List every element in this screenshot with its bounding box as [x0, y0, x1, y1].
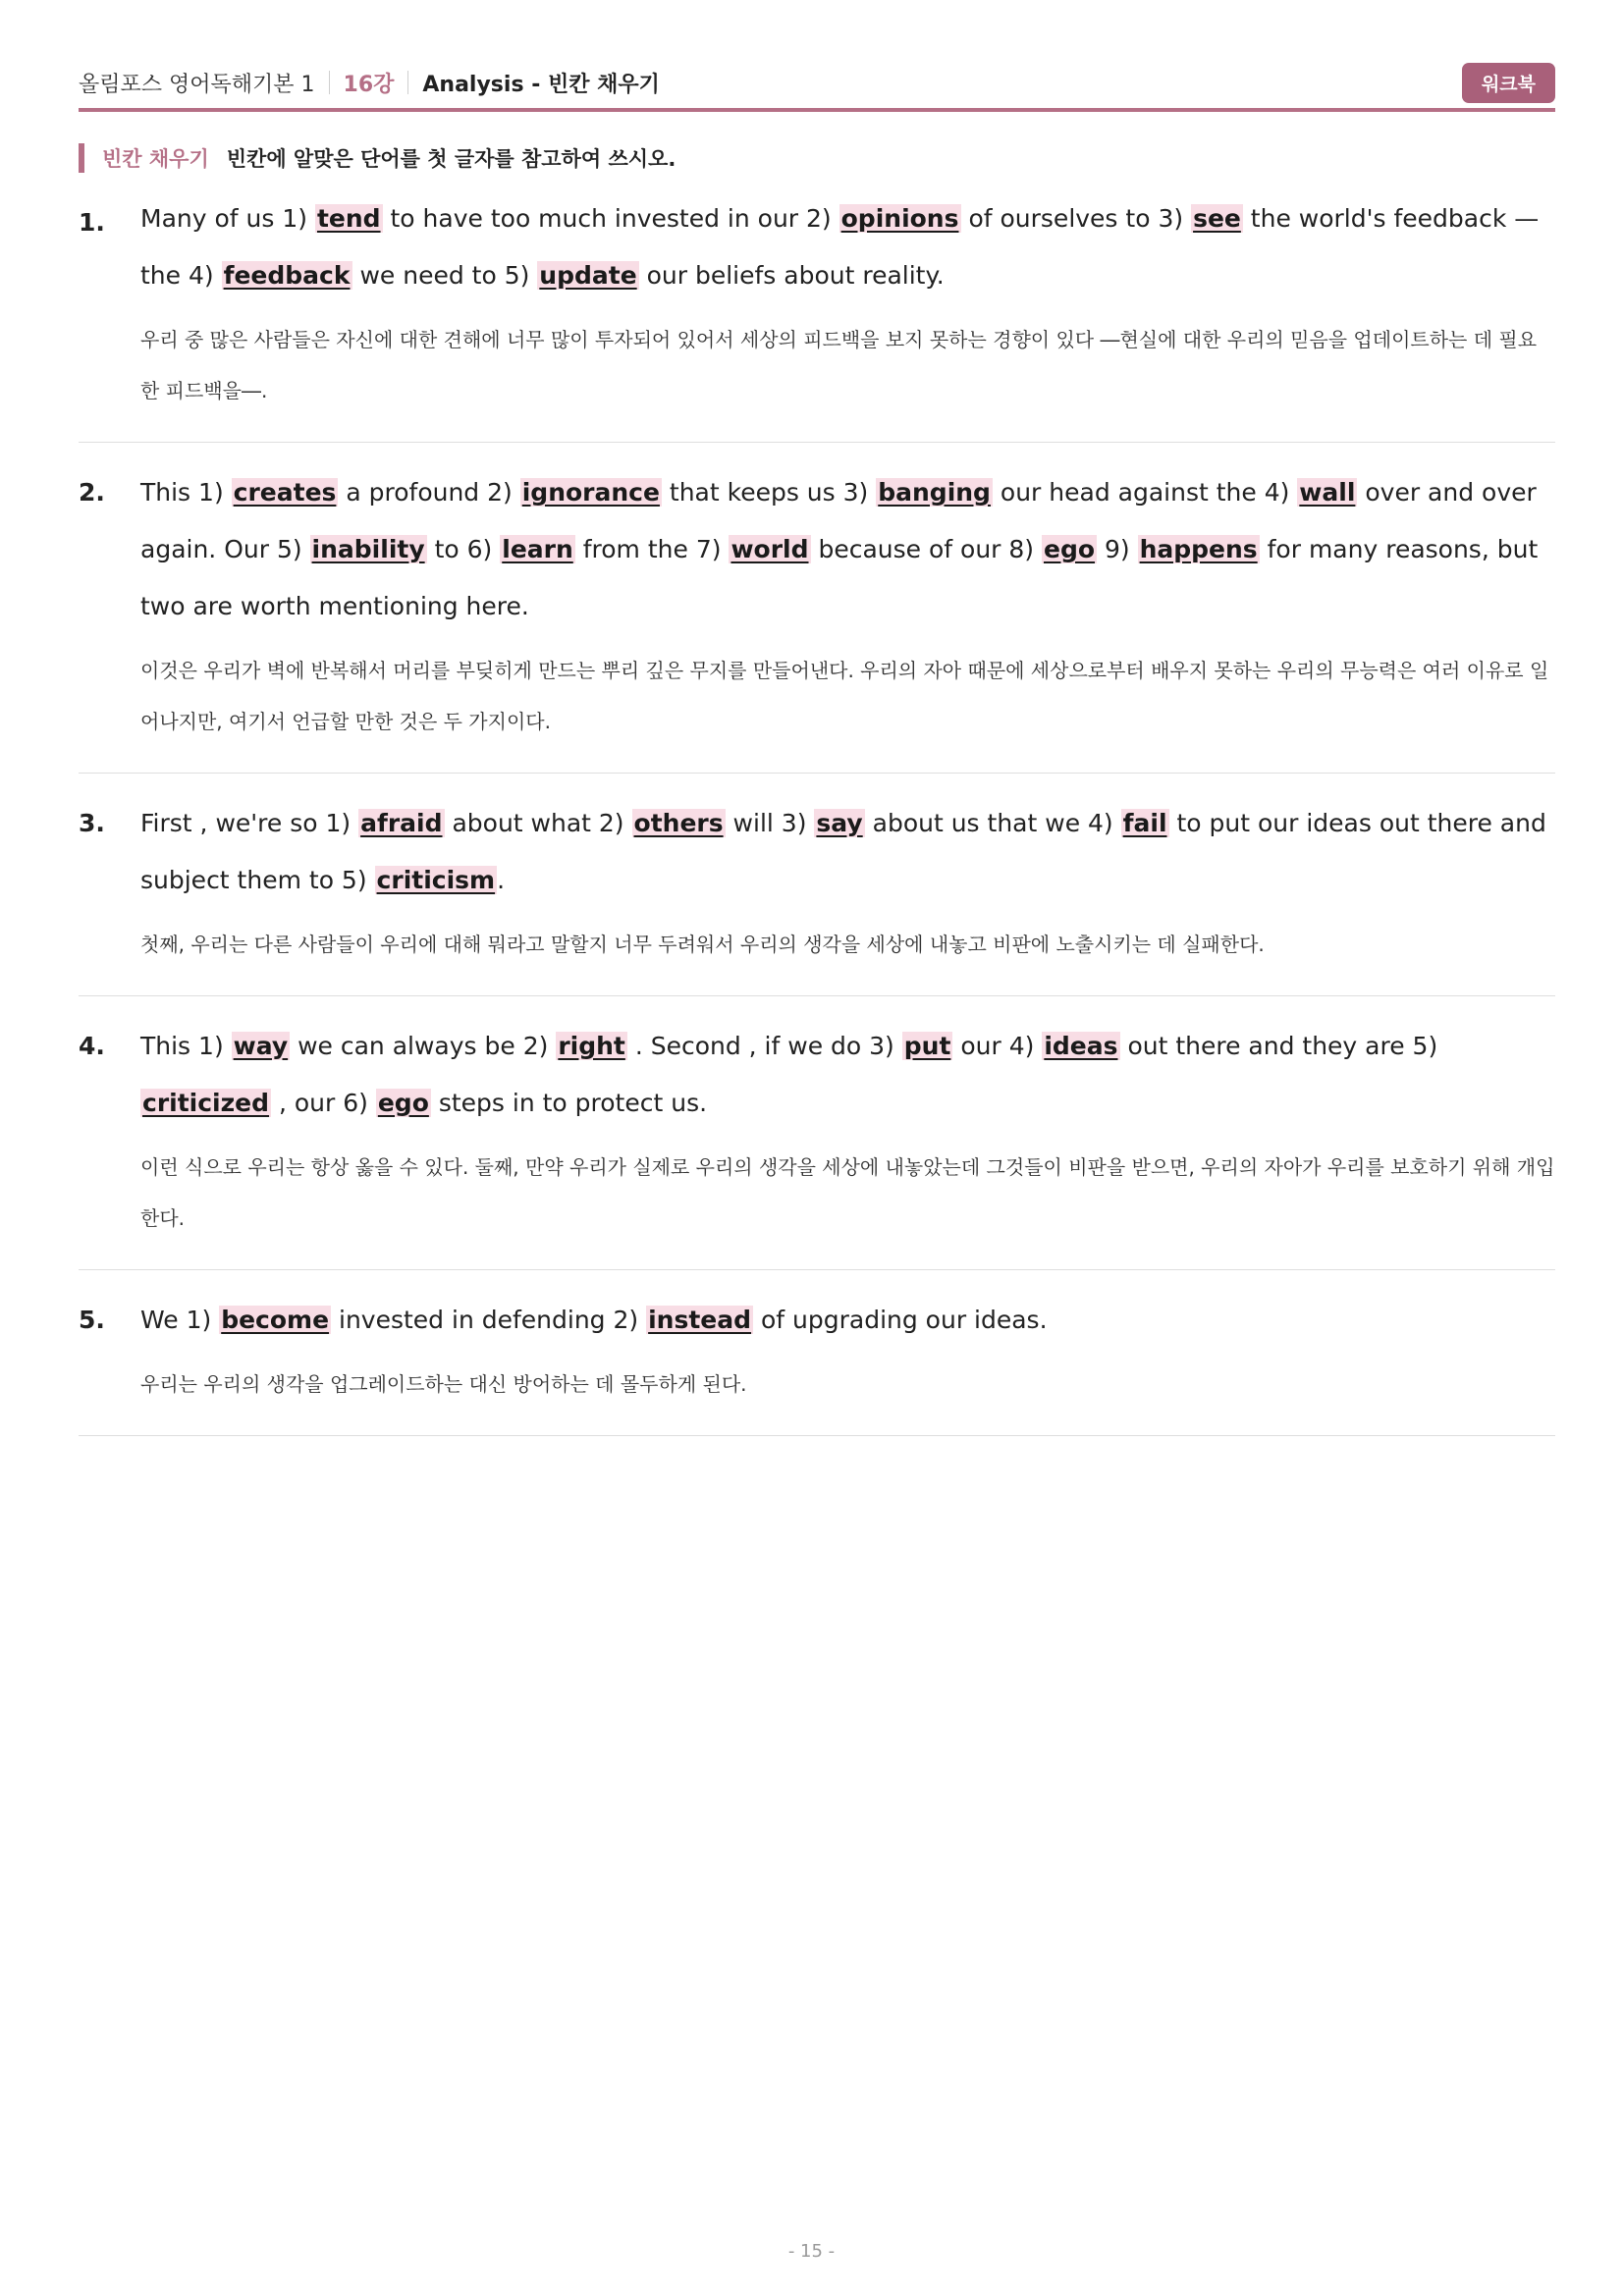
sentence-text: because of our 8) [810, 535, 1042, 563]
blank-answer: criticized [142, 1089, 270, 1117]
blank-answer: banging [878, 478, 991, 507]
sentence-text: of ourselves to 3) [960, 204, 1192, 233]
blank-answer: ego [377, 1089, 429, 1117]
korean-translation: 이것은 우리가 벽에 반복해서 머리를 부딪히게 만드는 뿌리 깊은 무지를 만들어낸다. 우리의 자아 때문에 세상으로부터 배우지 못하는 우리의 무능력은 여러 이유로 일어나지만, 여기서 언급할 만한 것은 두 가지이다. [140, 659, 1549, 733]
sentence-text: from the 7) [574, 535, 730, 563]
blank-answer: inability [311, 535, 425, 563]
sentence-text: about what 2) [444, 809, 632, 837]
exercise-number: 4. [79, 1032, 105, 1060]
sentence-text: of upgrading our ideas. [753, 1306, 1048, 1334]
sentence-text: We 1) [140, 1306, 220, 1334]
exercise-item [79, 173, 1555, 443]
blank-answer: ignorance [521, 478, 660, 507]
english-sentence [140, 795, 1555, 909]
sentence-text: . Second , if we do 3) [626, 1032, 902, 1060]
sentence-text: we need to 5) [352, 261, 538, 290]
sentence-text: . [497, 866, 506, 894]
sentence-text: our 4) [952, 1032, 1043, 1060]
header-breadcrumb [79, 68, 660, 98]
instruction-label: 빈칸 채우기 [102, 147, 209, 171]
korean-translation: 우리 중 많은 사람들은 자신에 대한 견해에 너무 많이 투자되어 있어서 세상의 피드백을 보지 못하는 경향이 있다 ―현실에 대한 우리의 믿음을 업데이트하는 데 필요한 피드백을―. [140, 328, 1538, 402]
worksheet-page [79, 57, 1555, 1436]
sentence-text: , our 6) [271, 1089, 376, 1117]
english-sentence [140, 1018, 1555, 1132]
section-title: Analysis - 빈칸 채우기 [422, 72, 660, 97]
blank-answer: ego [1044, 535, 1096, 563]
exercise-item [79, 774, 1555, 996]
blank-answer: put [903, 1032, 951, 1060]
sentence-text: over and over again. Our 5) [140, 478, 1537, 563]
sentence-text: to have too much invested in our 2) [382, 204, 839, 233]
sentence-text: will 3) [725, 809, 815, 837]
english-sentence [140, 1292, 1555, 1349]
sentence-text: we can always be 2) [290, 1032, 557, 1060]
exercise-list [79, 173, 1555, 1436]
korean-translation: 우리는 우리의 생각을 업그레이드하는 대신 방어하는 데 몰두하게 된다. [140, 1372, 747, 1396]
blank-answer: update [539, 261, 637, 290]
blank-answer: creates [233, 478, 337, 507]
sentence-text: for many reasons, but two are worth mentioning here. [140, 535, 1539, 620]
blank-answer: fail [1122, 809, 1167, 837]
exercise-number: 5. [79, 1306, 105, 1334]
sentence-text: our beliefs about reality. [638, 261, 945, 290]
sentence-text: to 6) [426, 535, 501, 563]
header-divider [407, 71, 408, 94]
blank-answer: opinions [840, 204, 959, 233]
blank-answer: see [1193, 204, 1241, 233]
blank-answer: feedback [223, 261, 351, 290]
page-number: - 15 - [787, 2241, 836, 2262]
blank-answer: right [558, 1032, 625, 1060]
sentence-text: to put our ideas out there and subject them to 5) [140, 809, 1546, 894]
lesson-number: 16강 [343, 72, 395, 97]
blank-answer: tend [316, 204, 381, 233]
exercise-number: 1. [79, 208, 105, 237]
sentence-text: This 1) [140, 478, 232, 507]
exercise-item [79, 1270, 1555, 1436]
exercise-number: 3. [79, 809, 105, 837]
sentence-text: out there and they are 5) [1119, 1032, 1438, 1060]
sentence-text: a profound 2) [338, 478, 520, 507]
blank-answer: happens [1139, 535, 1258, 563]
sentence-text: invested in defending 2) [331, 1306, 647, 1334]
exercise-item [79, 996, 1555, 1270]
sentence-text: that keeps us 3) [661, 478, 877, 507]
sentence-text: our head against the 4) [992, 478, 1298, 507]
sentence-text: about us that we 4) [864, 809, 1121, 837]
sentence-text: the world's feedback — the 4) [140, 204, 1540, 290]
blank-answer: say [816, 809, 863, 837]
english-sentence [140, 190, 1555, 304]
blank-answer: others [633, 809, 724, 837]
instruction-text: 빈칸에 알맞은 단어를 첫 글자를 참고하여 쓰시오. [226, 147, 676, 171]
english-sentence [140, 464, 1555, 635]
header-divider [329, 71, 330, 94]
exercise-number: 2. [79, 478, 105, 507]
korean-translation: 첫째, 우리는 다른 사람들이 우리에 대해 뭐라고 말할지 너무 두려워서 우리의 생각을 세상에 내놓고 비판에 노출시키는 데 실패한다. [140, 933, 1265, 956]
book-title: 올림포스 영어독해기본 1 [79, 72, 315, 97]
sentence-text: steps in to protect us. [430, 1089, 708, 1117]
sentence-text: This 1) [140, 1032, 232, 1060]
instruction-bar [79, 143, 1555, 173]
workbook-badge: 워크북 [1462, 63, 1555, 103]
sentence-text: First , we're so 1) [140, 809, 359, 837]
blank-answer: wall [1299, 478, 1356, 507]
sentence-text: Many of us 1) [140, 204, 315, 233]
blank-answer: ideas [1044, 1032, 1118, 1060]
blank-answer: world [730, 535, 809, 563]
exercise-item [79, 443, 1555, 774]
blank-answer: criticism [376, 866, 496, 894]
korean-translation: 이런 식으로 우리는 항상 옳을 수 있다. 둘째, 만약 우리가 실제로 우리의 생각을 세상에 내놓았는데 그것들이 비판을 받으면, 우리의 자아가 우리를 보호하기 위해 개입한다. [140, 1155, 1555, 1230]
blank-answer: way [233, 1032, 289, 1060]
blank-answer: learn [502, 535, 573, 563]
blank-answer: instead [648, 1306, 752, 1334]
blank-answer: become [221, 1306, 330, 1334]
sentence-text: 9) [1097, 535, 1138, 563]
blank-answer: afraid [360, 809, 443, 837]
page-header [79, 57, 1555, 112]
